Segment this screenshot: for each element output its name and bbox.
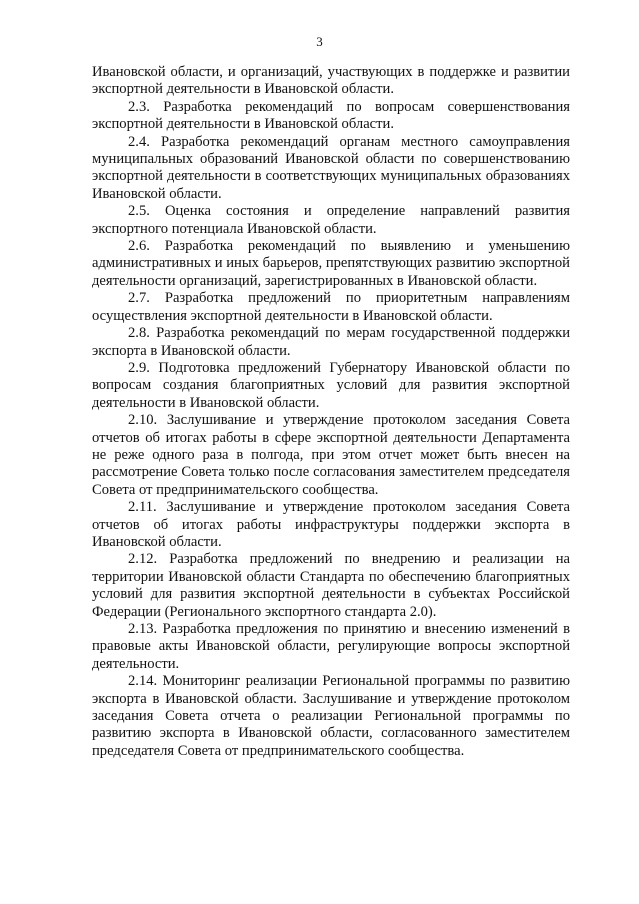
- paragraph-2-5: 2.5. Оценка состояния и определение направлений развития экспортного потенциала Ивановской области.: [92, 203, 570, 237]
- paragraph-2-6: 2.6. Разработка рекомендаций по выявлению и уменьшению административных и иных барьеров, препятствующих развитию экспортной деятельности организаций, зарегистрированных в Ивановской области.: [92, 238, 570, 289]
- paragraph-2-7: 2.7. Разработка предложений по приоритетным направлениям осуществления экспортной деятельности в Ивановской области.: [92, 290, 570, 324]
- paragraph-2-13: 2.13. Разработка предложения по принятию и внесению изменений в правовые акты Ивановской области, регулирующие вопросы экспортной деятельности.: [92, 621, 570, 672]
- paragraph-2-4: 2.4. Разработка рекомендаций органам местного самоуправления муниципальных образований Ивановской области по совершенствованию экспортной деятельности в соответствующих муниципальных образованиях Ивановской области.: [92, 133, 570, 202]
- paragraph-2-12: 2.12. Разработка предложений по внедрению и реализации на территории Ивановской области Стандарта по обеспечению благоприятных условий для развития экспортной деятельности в субъектах Российской Федерации (Регионального экспортного стандарта 2.0).: [92, 551, 570, 620]
- paragraph-continuation: Ивановской области, и организаций, участвующих в поддержке и развитии экспортной деятельности в Ивановской области.: [92, 64, 570, 98]
- paragraph-2-9: 2.9. Подготовка предложений Губернатору Ивановской области по вопросам создания благоприятных условий для развития экспортной деятельности в Ивановской области.: [92, 359, 570, 411]
- document-body: [92, 64, 570, 760]
- paragraph-2-8: 2.8. Разработка рекомендаций по мерам государственной поддержки экспорта в Ивановской области.: [92, 325, 570, 359]
- page-number: 3: [316, 34, 323, 49]
- paragraph-2-11: 2.11. Заслушивание и утверждение протоколом заседания Совета отчетов об итогах работы инфраструктуры поддержки экспорта в Ивановской области.: [92, 499, 570, 550]
- paragraph-2-14: 2.14. Мониторинг реализации Региональной программы по развитию экспорта в Ивановской области. Заслушивание и утверждение протоколом заседания Совета отчета о реализации Региональной программы по развитию экспорта в Ивановской области, согласованного заместителем председателя Совета от предпринимательского сообщества.: [92, 673, 570, 759]
- paragraph-2-10: 2.10. Заслушивание и утверждение протоколом заседания Совета отчетов об итогах работы в сфере экспортной деятельности Департамента не реже одного раза в полгода, при этом отчет может быть внесен на рассмотрение Совета только после согласования заместителем председателя Совета от предпринимательского сообщества.: [92, 412, 570, 498]
- paragraph-2-3: 2.3. Разработка рекомендаций по вопросам совершенствования экспортной деятельности в Ивановской области.: [92, 98, 570, 133]
